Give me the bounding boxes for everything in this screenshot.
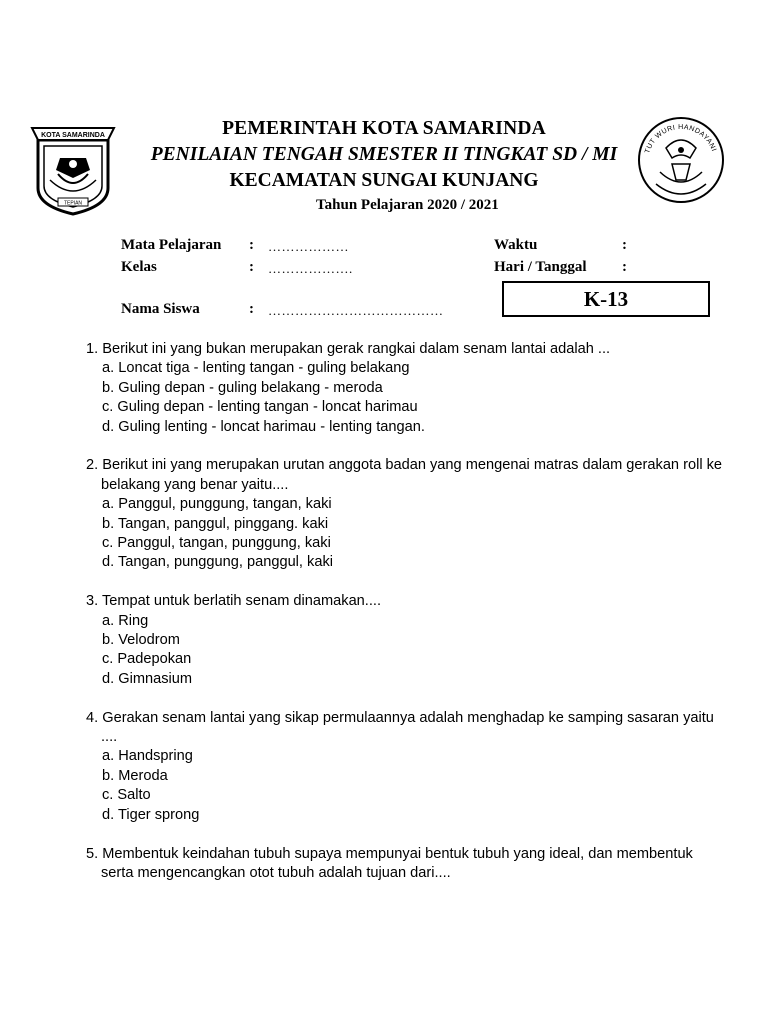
mata-pelajaran-colon: : [249,237,254,253]
question-3 [86,592,726,689]
header-exam-title: PENILAIAN TENGAH SMESTER II TINGKAT SD / MI [150,144,618,165]
question-4 [86,709,726,825]
kelas-field[interactable]: ………………. [268,261,353,276]
question-list [86,340,726,903]
mata-pelajaran-label: Mata Pelajaran [121,237,222,253]
kelas-colon: : [249,259,254,275]
question-text: 5. Membentuk keindahan tubuh supaya mempunyai bentuk tubuh yang ideal, dan membentuk serta mengencangkan otot tubuh adalah tujuan dari.... [86,845,693,881]
option-c: c. Padepokan [102,651,192,668]
option-a: a. Panggul, punggung, tangan, kaki [102,496,332,513]
svg-text:TEPIAN: TEPIAN [63,200,83,207]
option-a: a. Ring [102,612,149,629]
option-a: a. Handspring [102,748,193,765]
waktu-label: Waktu [494,237,538,253]
waktu-colon: : [622,237,627,253]
curriculum-box: K-13 [502,281,710,317]
answer-options [86,747,726,825]
question-text: 3. Tempat untuk berlatih senam dinamakan.... [86,593,382,610]
option-b: b. Velodrom [102,632,180,649]
answer-options [86,612,726,690]
header-district: KECAMATAN SUNGAI KUNJANG [229,170,539,191]
answer-options [86,359,726,437]
option-a: a. Loncat tiga - lenting tangan - guling belakang [102,360,410,377]
option-c: c. Guling depan - lenting tangan - loncat harimau [102,399,418,416]
option-d: d. Guling lenting - loncat harimau - lenting tangan. [102,418,425,435]
header-government: PEMERINTAH KOTA SAMARINDA [222,118,546,139]
hari-tanggal-colon: : [622,259,627,275]
option-c: c. Salto [102,787,151,804]
option-d: d. Gimnasium [102,670,193,687]
nama-siswa-label: Nama Siswa [121,301,200,317]
hari-tanggal-label: Hari / Tanggal [494,259,587,275]
option-b: b. Tangan, panggul, pinggang. kaki [102,515,329,532]
nama-siswa-colon: : [249,301,254,317]
option-b: b. Meroda [102,767,168,784]
question-text: 2. Berikut ini yang merupakan urutan anggota badan yang mengenai matras dalam gerakan roll ke belakang yang benar yaitu.... [86,457,723,493]
question-2 [86,456,726,572]
question-text: 4. Gerakan senam lantai yang sikap permulaannya adalah menghadap ke samping sasaran yaitu .... [86,709,714,746]
nama-siswa-field[interactable]: ………………………………… [268,303,444,318]
header-school-year: Tahun Pelajaran 2020 / 2021 [316,197,499,213]
option-c: c. Panggul, tangan, punggung, kaki [102,535,331,552]
question-5 [86,845,726,884]
kelas-label: Kelas [121,259,157,275]
answer-options [86,495,726,573]
svg-text:TUT WURI HANDAYANI: TUT WURI HANDAYANI [644,123,718,155]
option-d: d. Tangan, punggung, panggul, kaki [102,554,333,571]
question-text: 1. Berikut ini yang bukan merupakan gerak rangkai dalam senam lantai adalah ... [86,341,611,357]
option-b: b. Guling depan - guling belakang - meroda [102,379,383,396]
option-d: d. Tiger sprong [102,806,200,823]
question-1 [86,340,726,437]
mata-pelajaran-field[interactable]: ……………… [268,239,349,254]
svg-text:KOTA SAMARINDA: KOTA SAMARINDA [41,132,105,139]
